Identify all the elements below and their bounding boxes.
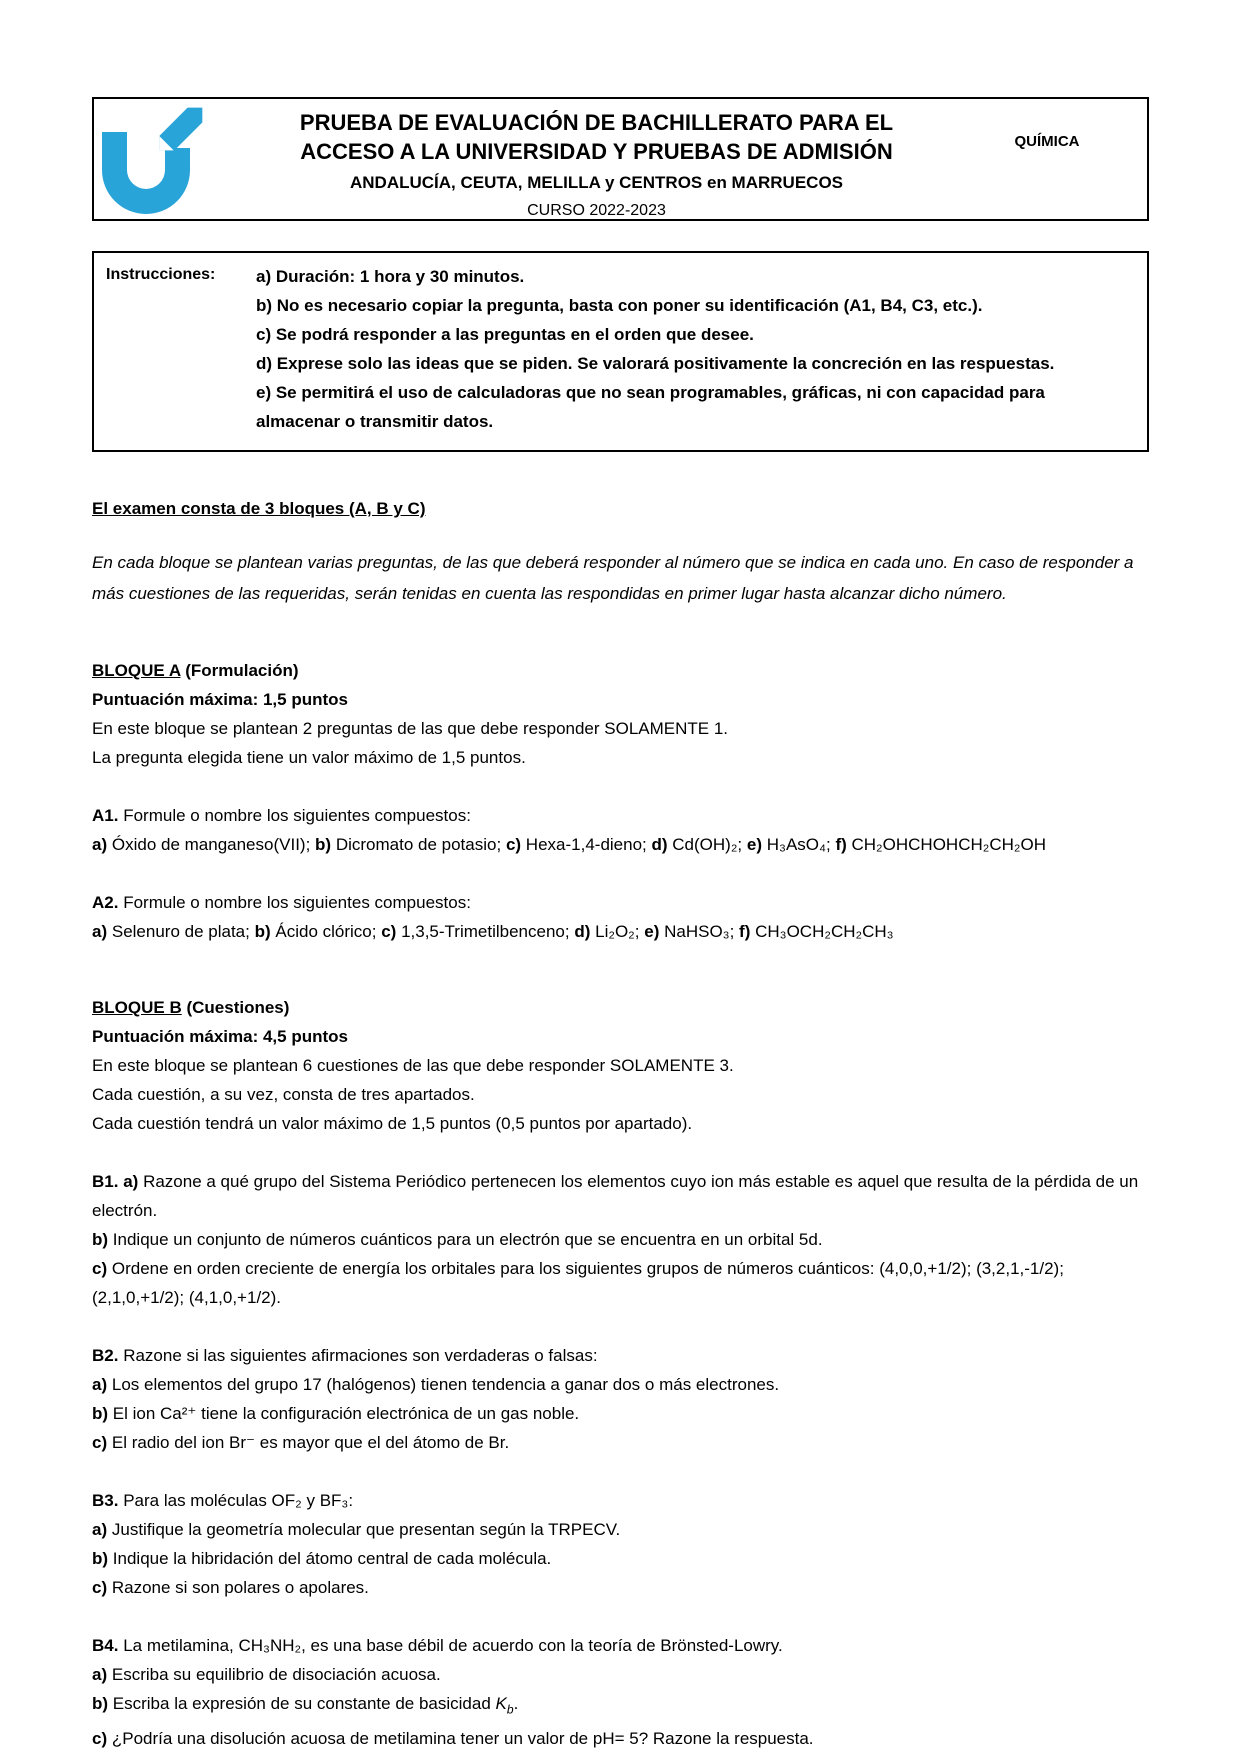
item-text: CH₂OHCHOHCH₂CH₂OH <box>851 835 1047 854</box>
header-titles <box>246 99 947 219</box>
instruction-item: e) Se permitirá el uso de calculadoras que no sean programables, gráficas, ni con capacidad para almacenar o transmitir datos. <box>256 383 1045 431</box>
item-label: b) <box>254 922 271 941</box>
question-label: B4. <box>92 1636 119 1655</box>
question-b3-item-c <box>92 1573 1149 1602</box>
bloque-a-rule: En este bloque se plantean 2 preguntas de las que debe responder SOLAMENTE 1. <box>92 719 729 738</box>
logo-arrow-icon <box>158 106 204 152</box>
item-label: a) <box>92 1520 108 1539</box>
question-a2 <box>92 888 1149 946</box>
question-b4-item-c <box>92 1724 1149 1753</box>
item-label: d) <box>574 922 591 941</box>
bloque-a-title: BLOQUE A <box>92 661 181 680</box>
instruction-item: b) No es necesario copiar la pregunta, basta con poner su identificación (A1, B4, C3, etc.). <box>256 296 983 315</box>
bloque-a-heading <box>92 656 1149 685</box>
header <box>92 97 1149 221</box>
item-label: b) <box>92 1404 109 1423</box>
item-text: Cd(OH)₂; <box>672 835 743 854</box>
question-label: B1. <box>92 1172 119 1191</box>
item-text: ¿Podría una disolución acuosa de metilamina tener un valor de pH= 5? Razone la respuesta. <box>111 1729 814 1749</box>
item-label: c) <box>92 1259 108 1278</box>
question-a1 <box>92 801 1149 859</box>
item-label: c) <box>92 1729 108 1749</box>
instructions-box <box>92 251 1149 452</box>
item-text: H₃AsO₄; <box>766 835 831 854</box>
item-text: NaHSO₃; <box>664 922 735 941</box>
question-b1-item-b <box>92 1225 1149 1254</box>
item-text: Ácido clórico; <box>275 922 377 941</box>
item-label: a) <box>123 1172 139 1191</box>
question-a2-items <box>92 917 1149 946</box>
item-text: Razone si son polares o apolares. <box>111 1578 369 1597</box>
item-label: b) <box>92 1549 109 1568</box>
university-logo <box>94 99 246 219</box>
item-label: f) <box>835 835 847 854</box>
item-text: Indique la hibridación del átomo central de cada molécula. <box>112 1549 552 1568</box>
kb-constant-symbol: $K_b$ <box>495 1694 514 1717</box>
item-label: e) <box>644 922 660 941</box>
item-text: 1,3,5-Trimetilbenceno; <box>401 922 570 941</box>
item-text: Escriba su equilibrio de disociación acuosa. <box>111 1665 441 1684</box>
question-a1-intro: A1. Formule o nombre los siguientes compuestos: <box>92 806 471 825</box>
question-b3 <box>92 1486 1149 1602</box>
question-b2-item-b <box>92 1399 1149 1428</box>
bloque-b-max-score: Puntuación máxima: 4,5 puntos <box>92 1027 348 1046</box>
exam-title-line1: PRUEBA DE EVALUACIÓN DE BACHILLERATO PARA EL <box>299 110 894 135</box>
item-label: a) <box>92 835 108 854</box>
item-label: e) <box>746 835 763 854</box>
item-label: c) <box>381 922 397 941</box>
question-label: B2. <box>92 1346 119 1365</box>
item-text-end: . <box>513 1694 519 1713</box>
question-b2-item-a <box>92 1370 1149 1399</box>
question-b1 <box>92 1167 1149 1312</box>
item-text: Li₂O₂; <box>595 922 640 941</box>
item-label: c) <box>92 1433 108 1452</box>
question-b4-item-b <box>92 1689 1149 1724</box>
item-text: Ordene en orden creciente de energía los orbitales para los siguientes grupos de números cuánticos: (4,0,0,+1/2); (3,2,1,-1/2); (2,1,0,+1/2); (4,1,0,+1/2). <box>92 1259 1064 1307</box>
question-b1-item-c <box>92 1254 1149 1312</box>
u-arrow-logo-icon <box>102 106 202 216</box>
bloque-b-rule: Cada cuestión tendrá un valor máximo de 1,5 puntos (0,5 puntos por apartado). <box>92 1114 693 1133</box>
bloque-a-subtitle: (Formulación) <box>185 661 299 680</box>
question-a2-intro: A2. Formule o nombre los siguientes compuestos: <box>92 893 471 912</box>
instruction-item: a) Duración: 1 hora y 30 minutos. <box>256 267 525 286</box>
exam-page <box>92 0 1149 1753</box>
item-text: Óxido de manganeso(VII); <box>111 835 311 854</box>
item-label: f) <box>739 922 751 941</box>
question-b3-item-b <box>92 1544 1149 1573</box>
instruction-item: d) Exprese solo las ideas que se piden. Se valorará positivamente la concreción en las respuestas. <box>256 354 1055 373</box>
instructions-items <box>244 262 1133 436</box>
question-b3-intro: B3. Para las moléculas OF₂ y BF₃: <box>92 1491 354 1510</box>
item-text: Dicromato de potasio; <box>335 835 502 854</box>
question-b4 <box>92 1631 1149 1753</box>
exam-course: CURSO 2022-2023 <box>527 202 666 219</box>
exam-structure-heading: El examen consta de 3 bloques (A, B y C) <box>92 499 426 518</box>
bloque-b-rule: Cada cuestión, a su vez, consta de tres apartados. <box>92 1085 475 1104</box>
item-text: Selenuro de plata; <box>111 922 250 941</box>
question-a1-items <box>92 830 1149 859</box>
item-label: b) <box>315 835 332 854</box>
instructions-label: Instrucciones: <box>106 266 216 283</box>
bloque-a-max-score: Puntuación máxima: 1,5 puntos <box>92 690 348 709</box>
item-text: CH₃OCH₂CH₂CH₃ <box>755 922 894 941</box>
question-b2-intro: B2. Razone si las siguientes afirmaciones son verdaderas o falsas: <box>92 1346 598 1365</box>
item-label: c) <box>92 1578 108 1597</box>
instruction-item: c) Se podrá responder a las preguntas en el orden que desee. <box>256 325 754 344</box>
bloque-b-title: BLOQUE B <box>92 998 182 1017</box>
question-label: B3. <box>92 1491 119 1510</box>
item-text: El radio del ion Br⁻ es mayor que el del átomo de Br. <box>111 1433 510 1452</box>
bloque-b-rule: En este bloque se plantean 6 cuestiones de las que debe responder SOLAMENTE 3. <box>92 1056 734 1075</box>
item-label: b) <box>92 1694 109 1713</box>
exam-structure-note: En cada bloque se plantean varias preguntas, de las que deberá responder al número que se indica en cada uno. En caso de responder a más cuestiones de las requeridas, serán tenidas en cuenta las respondidas en primer lugar hasta alcanzar dicho número. <box>92 553 1134 603</box>
question-b4-item-a <box>92 1660 1149 1689</box>
item-text: Razone a qué grupo del Sistema Periódico pertenecen los elementos cuyo ion más estable es aquel que resulta de la pérdida de un electrón. <box>92 1172 1139 1220</box>
exam-title-line2: ACCESO A LA UNIVERSIDAD Y PRUEBAS DE ADMISIÓN <box>300 139 893 164</box>
question-label: A1. <box>92 806 119 825</box>
bloque-b-heading <box>92 993 1149 1022</box>
question-label: A2. <box>92 893 119 912</box>
item-text: Hexa-1,4-dieno; <box>525 835 647 854</box>
bloque-b-subtitle: (Cuestiones) <box>186 998 290 1017</box>
item-text: Los elementos del grupo 17 (halógenos) tienen tendencia a ganar dos o más electrones. <box>111 1375 780 1394</box>
item-label: c) <box>505 835 522 854</box>
item-label: a) <box>92 922 108 941</box>
bloque-a-rule: La pregunta elegida tiene un valor máximo de 1,5 puntos. <box>92 748 526 767</box>
question-b1-item-a <box>92 1167 1149 1225</box>
exam-region: ANDALUCÍA, CEUTA, MELILLA y CENTROS en MARRUECOS <box>350 173 843 192</box>
question-b2-item-c <box>92 1428 1149 1457</box>
item-label: b) <box>92 1230 109 1249</box>
item-text: Justifique la geometría molecular que presentan según la TRPECV. <box>111 1520 621 1539</box>
item-text: El ion Ca²⁺ tiene la configuración electrónica de un gas noble. <box>112 1404 580 1423</box>
question-b4-intro: B4. La metilamina, CH₃NH₂, es una base débil de acuerdo con la teoría de Brönsted-Lowry. <box>92 1636 783 1655</box>
question-b2 <box>92 1341 1149 1457</box>
subject-label: QUÍMICA <box>1014 133 1080 150</box>
item-text: Escriba la expresión de su constante de basicidad <box>112 1694 491 1713</box>
item-text: Indique un conjunto de números cuánticos para un electrón que se encuentra en un orbital 5d. <box>112 1230 823 1249</box>
item-label: a) <box>92 1665 108 1684</box>
item-label: a) <box>92 1375 108 1394</box>
question-b3-item-a <box>92 1515 1149 1544</box>
item-label: d) <box>651 835 668 854</box>
